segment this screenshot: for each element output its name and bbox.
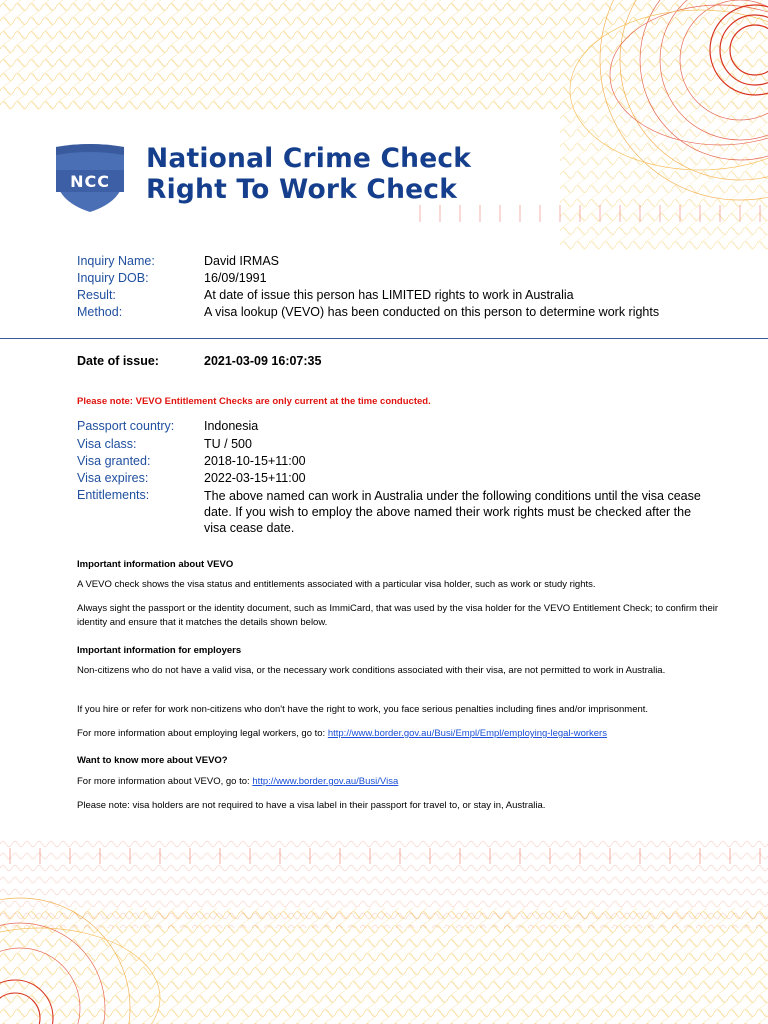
vevo-warning-note: Please note: VEVO Entitlement Checks are only current at the time conducted. xyxy=(77,396,431,407)
guilloche-bottom-decoration xyxy=(0,838,768,1024)
inquiry-dob-value: 16/09/1991 xyxy=(204,271,267,285)
passport-country-label: Passport country: xyxy=(77,419,175,433)
visa-expires-value: 2022-03-15+11:00 xyxy=(204,471,306,485)
ncc-logo xyxy=(54,143,126,213)
date-of-issue-value: 2021-03-09 16:07:35 xyxy=(204,354,322,368)
vevo-info-paragraph-1: A VEVO check shows the visa status and entitlements associated with a particular visa holder, such as work or study rights. xyxy=(77,579,596,590)
inquiry-name-label: Inquiry Name: xyxy=(77,254,155,268)
vevo-link-prefix: For more information about VEVO, go to: xyxy=(77,776,253,787)
employers-info-heading: Important information for employers xyxy=(77,645,242,656)
logo-text: NCC xyxy=(70,172,110,191)
employers-info-paragraph-1: Non-citizens who do not have a valid visa, or the necessary work conditions associated with their visa, are not permitted to work in Australia. xyxy=(77,665,666,676)
more-vevo-paragraph-1 xyxy=(77,775,727,789)
employers-link-prefix: For more information about employing legal workers, go to: xyxy=(77,728,328,739)
visa-class-label: Visa class: xyxy=(77,437,137,451)
title-line-1: National Crime Check xyxy=(146,143,472,174)
logo-lettering xyxy=(54,143,126,213)
result-value: At date of issue this person has LIMITED rights to work in Australia xyxy=(204,288,574,302)
visa-class-value: TU / 500 xyxy=(204,437,252,451)
inquiry-name-value: David IRMAS xyxy=(204,254,280,268)
vevo-info-heading: Important information about VEVO xyxy=(77,559,234,570)
entitlements-value: The above named can work in Australia under the following conditions until the visa cease date. If you wish to employ the above named their work rights must be checked after the visa cease date. xyxy=(204,489,701,535)
inquiry-dob-label: Inquiry DOB: xyxy=(77,271,149,285)
passport-country-value: Indonesia xyxy=(204,419,259,433)
employers-info-paragraph-2: If you hire or refer for work non-citizens who don't have the right to work, you face serious penalties including fines and/or imprisonment. xyxy=(77,704,649,715)
method-label: Method: xyxy=(77,305,123,319)
border-visa-link[interactable]: http://www.border.gov.au/Busi/Visa xyxy=(252,776,399,787)
employing-legal-workers-link[interactable]: http://www.border.gov.au/Busi/Empl/Empl/employing-legal-workers xyxy=(327,728,607,739)
title-line-2: Right To Work Check xyxy=(146,174,458,205)
more-vevo-paragraph-2: Please note: visa holders are not required to have a visa label in their passport for travel to, or stay in, Australia. xyxy=(77,800,546,811)
section-divider xyxy=(0,338,768,339)
vevo-info-paragraph-2: Always sight the passport or the identity document, such as ImmiCard, that was used by the visa holder for the VEVO Entitlement Check; to confirm their identity and ensure that it matches the details shown below. xyxy=(77,603,719,628)
visa-granted-value: 2018-10-15+11:00 xyxy=(204,454,306,468)
result-label: Result: xyxy=(77,288,116,302)
visa-granted-label: Visa granted: xyxy=(77,454,151,468)
more-vevo-heading: Want to know more about VEVO? xyxy=(77,755,228,766)
entitlements-label: Entitlements: xyxy=(77,488,150,502)
visa-expires-label: Visa expires: xyxy=(77,471,149,485)
employers-info-paragraph-3 xyxy=(77,727,727,741)
method-value: A visa lookup (VEVO) has been conducted on this person to determine work rights xyxy=(204,305,660,319)
date-of-issue-label: Date of issue: xyxy=(77,354,159,368)
